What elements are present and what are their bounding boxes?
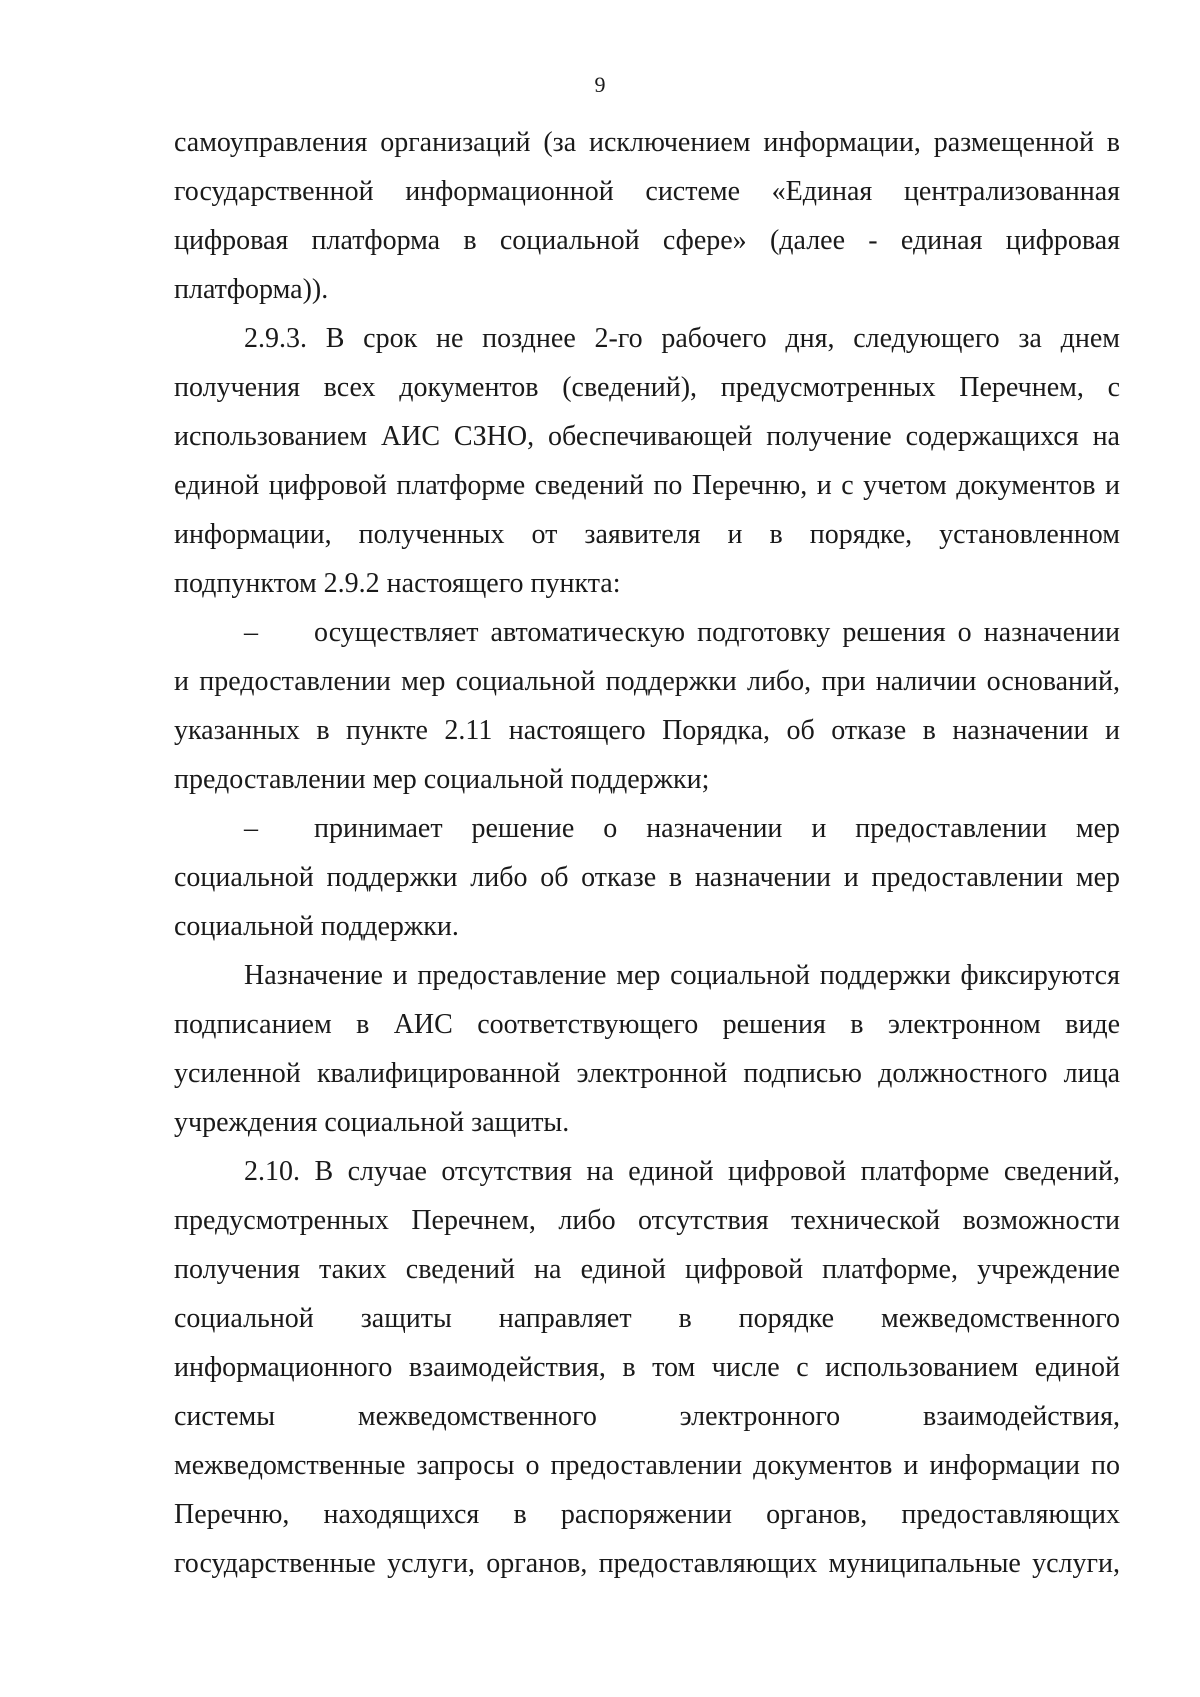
text-line: государственной информационной системе «Единая централизованная <box>174 176 1120 207</box>
text-line: усиленной квалифицированной электронной подписью должностного лица <box>174 1058 1120 1089</box>
dash-bullet: – <box>244 617 258 648</box>
text-line <box>174 608 1120 657</box>
text-line: социальной поддержки либо об отказе в назначении и предоставлении мер <box>174 862 1120 893</box>
text-line: подпунктом 2.9.2 настоящего пункта: <box>174 568 621 599</box>
text-line: социальной поддержки. <box>174 911 459 942</box>
text-line: информации, полученных от заявителя и в порядке, установленном <box>174 519 1120 550</box>
text-line: предоставлении мер социальной поддержки; <box>174 764 710 795</box>
text-line: платформа)). <box>174 274 329 305</box>
document-body <box>174 118 1120 1588</box>
paragraph <box>174 1147 1120 1588</box>
paragraph <box>174 314 1120 608</box>
text-line: самоуправления организаций (за исключением информации, размещенной в <box>174 127 1120 158</box>
text-line: Перечню, находящихся в распоряжении органов, предоставляющих <box>174 1499 1120 1530</box>
text-line: межведомственные запросы о предоставлении документов и информации по <box>174 1450 1120 1481</box>
text-line-content: осуществляет автоматическую подготовку решения о назначении <box>314 617 1120 648</box>
text-line: предусмотренных Перечнем, либо отсутствия технической возможности <box>174 1205 1120 1236</box>
text-line: учреждения социальной защиты. <box>174 1107 570 1138</box>
text-line: системы межведомственного электронного взаимодействия, <box>174 1401 1120 1432</box>
text-line: 2.9.3. В срок не позднее 2-го рабочего дня, следующего за днем <box>244 323 1120 354</box>
text-line: получения таких сведений на единой цифровой платформе, учреждение <box>174 1254 1120 1285</box>
page-number: 9 <box>594 72 606 97</box>
text-line: 2.10. В случае отсутствия на единой цифровой платформе сведений, <box>244 1156 1120 1187</box>
text-line: социальной защиты направляет в порядке межведомственного <box>174 1303 1120 1334</box>
text-line: цифровая платформа в социальной сфере» (далее - единая цифровая <box>174 225 1120 256</box>
text-line <box>174 804 1120 853</box>
text-line: Назначение и предоставление мер социальной поддержки фиксируются <box>244 960 1120 991</box>
text-line: использованием АИС СЗНО, обеспечивающей получение содержащихся на <box>174 421 1120 452</box>
text-line: и предоставлении мер социальной поддержки либо, при наличии оснований, <box>174 666 1120 697</box>
text-line: получения всех документов (сведений), предусмотренных Перечнем, с <box>174 372 1120 403</box>
text-line: единой цифровой платформе сведений по Перечню, и с учетом документов и <box>174 470 1120 501</box>
list-item <box>174 804 1120 951</box>
text-line-content: принимает решение о назначении и предоставлении мер <box>314 813 1120 844</box>
paragraph <box>174 951 1120 1147</box>
text-line: государственные услуги, органов, предоставляющих муниципальные услуги, <box>174 1548 1120 1579</box>
text-line: указанных в пункте 2.11 настоящего Порядка, об отказе в назначении и <box>174 715 1120 746</box>
text-line: информационного взаимодействия, в том числе с использованием единой <box>174 1352 1120 1383</box>
text-line: подписанием в АИС соответствующего решения в электронном виде <box>174 1009 1120 1040</box>
list-item <box>174 608 1120 804</box>
paragraph <box>174 118 1120 314</box>
dash-bullet: – <box>244 813 258 844</box>
